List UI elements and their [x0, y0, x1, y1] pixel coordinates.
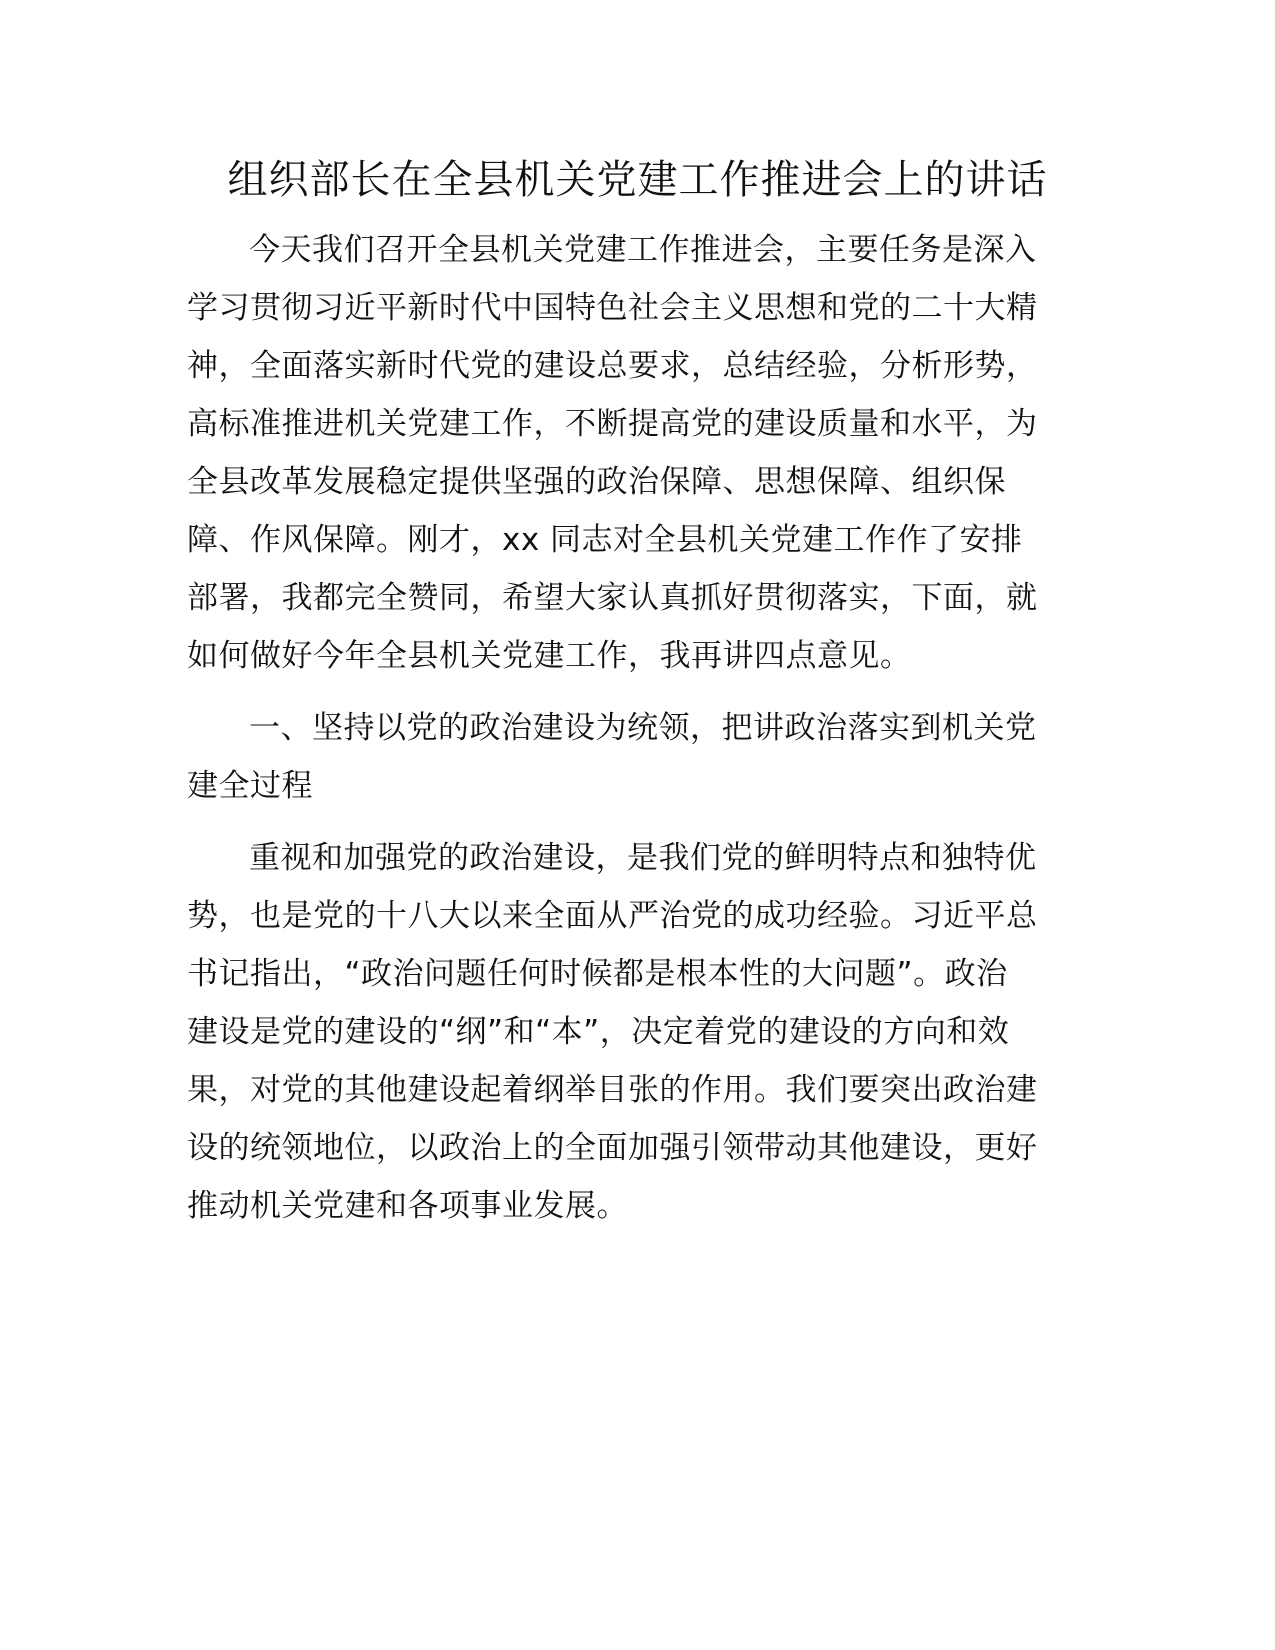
text-line: 书记指出，“政治问题任何时候都是根本性的大问题”。政治	[187, 956, 1008, 992]
text-line: 势，也是党的十八大以来全面从严治党的成功经验。习近平总	[187, 898, 1038, 934]
text-line: 设的统领地位，以政治上的全面加强引领带动其他建设，更好	[187, 1130, 1038, 1166]
text-line: 障、作风保障。刚才，xx 同志对全县机关党建工作作了安排	[187, 522, 1023, 558]
text-line: 全县改革发展稳定提供坚强的政治保障、思想保障、组织保	[187, 464, 1006, 500]
text-line: 建设是党的建设的“纲”和“本”，决定着党的建设的方向和效	[187, 1014, 1010, 1050]
text-line: 果，对党的其他建设起着纲举目张的作用。我们要突出政治建	[187, 1072, 1038, 1108]
paragraph-intro	[187, 221, 1087, 685]
text-line: 今天我们召开全县机关党建工作推进会，主要任务是深入	[249, 232, 1037, 268]
text-line: 推动机关党建和各项事业发展。	[187, 1188, 628, 1224]
text-line: 建全过程	[187, 768, 313, 804]
document-title: 组织部长在全县机关党建工作推进会上的讲话	[227, 157, 1048, 203]
paragraph-section-1	[187, 829, 1087, 1235]
document-body	[187, 221, 1087, 1249]
text-line: 神，全面落实新时代党的建设总要求，总结经验，分析形势，	[187, 348, 1038, 384]
text-line: 高标准推进机关党建工作，不断提高党的建设质量和水平，为	[187, 406, 1038, 442]
text-line: 学习贯彻习近平新时代中国特色社会主义思想和党的二十大精	[187, 290, 1038, 326]
section-heading-1	[187, 699, 1087, 815]
text-line: 一、坚持以党的政治建设为统领，把讲政治落实到机关党	[249, 710, 1037, 746]
text-line: 部署，我都完全赞同，希望大家认真抓好贯彻落实，下面，就	[187, 580, 1038, 616]
text-line: 重视和加强党的政治建设，是我们党的鲜明特点和独特优	[249, 840, 1037, 876]
text-line: 如何做好今年全县机关党建工作，我再讲四点意见。	[187, 638, 912, 674]
